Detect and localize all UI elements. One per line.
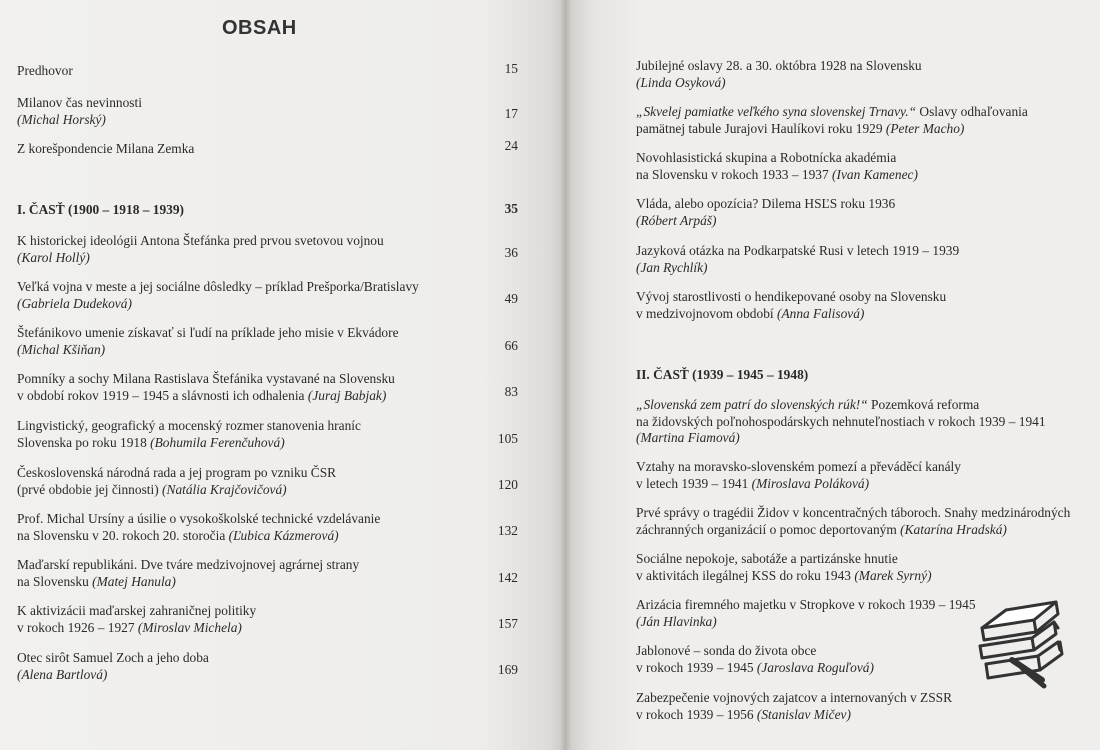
toc-entry-author: (Miroslav Michela): [137, 619, 242, 635]
toc-entry[interactable]: [636, 104, 1076, 137]
toc-entry-title: Sociálne nepokoje, sabotáže a partizánske hnutie: [636, 551, 898, 566]
toc-entry[interactable]: [636, 459, 1076, 492]
toc-entry-title: záchranných organizácií o pomoc deportovaným: [636, 521, 897, 537]
toc-entry-quote: „Slovenská zem patrí do slovenských rúk!“: [636, 397, 868, 412]
toc-entry-title: pamätnej tabule Jurajovi Haulíkovi roku 1929: [636, 120, 883, 136]
toc-entry-author: (Jaroslava Roguľová): [756, 659, 874, 675]
toc-entry-author: (Matej Hanula): [92, 573, 176, 589]
toc-entry-author: (Ľubica Kázmerová): [228, 527, 339, 543]
toc-entry-title: Lingvistický, geografický a mocenský rozmer stanovenia hraníc: [17, 418, 361, 433]
toc-entry-line: [17, 233, 487, 250]
toc-entry-line: [636, 568, 1076, 585]
toc-entry-line: [636, 459, 1076, 476]
toc-entry-title: Jablonové – sonda do života obce: [636, 643, 817, 658]
toc-entry-author: (Michal Kšiňan): [17, 341, 106, 357]
toc-entry-title: Československá národná rada a jej program po vzniku ČSR: [17, 465, 337, 480]
section-page-number: 35: [504, 201, 518, 216]
toc-entry[interactable]: [636, 505, 1076, 538]
toc-entry[interactable]: [17, 233, 487, 266]
toc-entry-title: K historickej ideológii Antona Štefánka pred prvou svetovou vojnou: [17, 233, 384, 248]
toc-entry-author: (Juraj Babjak): [307, 387, 387, 403]
toc-entry-line: [636, 167, 1076, 184]
toc-entry-title: Vztahy na moravsko-slovenském pomezí a převáděcí kanály: [636, 459, 961, 474]
toc-entry-title: Oslavy odhaľovania: [916, 104, 1028, 119]
toc-entry-line: [17, 528, 487, 545]
toc-entry-title: v rokoch 1926 – 1927: [17, 619, 135, 635]
toc-entry-title: Novohlasistická skupina a Robotnícka akadémia: [636, 150, 897, 165]
toc-entry-author: (Karol Hollý): [17, 249, 90, 265]
toc-entry-title: Milanov čas nevinnosti: [17, 95, 142, 110]
toc-entry[interactable]: [17, 418, 487, 451]
toc-entry-author: (Peter Macho): [885, 120, 965, 136]
toc-entry-line: [636, 306, 1076, 323]
toc-entry-author: (Katarína Hradská): [900, 521, 1007, 537]
section-heading: I. ČASŤ (1900 – 1918 – 1939): [17, 202, 185, 217]
toc-entry-line: [17, 418, 487, 435]
toc-entry-title: Otec sirôt Samuel Zoch a jeho doba: [17, 650, 209, 665]
toc-entry-line: [636, 522, 1076, 539]
toc-entry-line: [17, 435, 487, 452]
toc-entry-title: Vývoj starostlivosti o hendikepované osoby na Slovensku: [636, 289, 947, 304]
toc-entry-line: [17, 63, 487, 80]
book-stack-icon: [972, 598, 1064, 690]
toc-page-number: 66: [504, 338, 518, 353]
toc-entry-line: [636, 414, 1076, 431]
toc-entry-title: Maďarskí republikáni. Dve tváre medzivojnovej agrárnej strany: [17, 557, 360, 572]
toc-entry[interactable]: [636, 243, 1076, 276]
toc-entry-title: v období rokov 1919 – 1945 a slávnosti ich odhalenia: [17, 387, 305, 403]
toc-entry-line: [636, 121, 1076, 138]
toc-entry-author: (Anna Falisová): [776, 305, 865, 321]
toc-entry-title: Jazyková otázka na Podkarpatské Rusi v letech 1919 – 1939: [636, 243, 960, 258]
toc-page-number: 83: [504, 384, 518, 399]
toc-entry[interactable]: [636, 690, 1076, 723]
toc-entry-author: (Ivan Kamenec): [832, 166, 918, 182]
toc-entry[interactable]: [636, 551, 1076, 584]
toc-page-number: 169: [497, 662, 518, 677]
toc-entry-line: [17, 95, 487, 112]
toc-entry-line: [636, 505, 1076, 522]
toc-page-number: 120: [497, 477, 518, 492]
toc-entry-author: (Ján Hlavinka): [636, 613, 717, 629]
toc-entry-author: (Alena Bartlová): [17, 666, 108, 682]
toc-entry-author: (Bohumila Ferenčuhová): [150, 434, 285, 450]
toc-entry-author: (Michal Horský): [17, 111, 106, 127]
toc-entry-title: na Slovensku: [17, 573, 89, 589]
toc-page-number: 36: [504, 245, 518, 260]
toc-entry-line: [17, 465, 487, 482]
toc-entry-author: (Jan Rychlík): [636, 259, 708, 275]
toc-page-number: 49: [504, 291, 518, 306]
toc-entry-line: [17, 141, 487, 158]
toc-entry-line: [636, 551, 1076, 568]
toc-entry-line: [17, 620, 487, 637]
toc-entry-line: [636, 104, 1076, 121]
toc-entry-title: Veľká vojna v meste a jej sociálne dôsledky – príklad Prešporka/Bratislavy: [17, 279, 419, 294]
toc-entry-line: [17, 371, 487, 388]
toc-entry-line: [17, 279, 487, 296]
toc-entry[interactable]: [636, 397, 1076, 447]
toc-entry-line: [17, 325, 487, 342]
toc-entry-line: [17, 482, 487, 499]
book-gutter: [560, 0, 572, 750]
toc-entry-line: [17, 557, 487, 574]
toc-entry[interactable]: [17, 650, 487, 683]
toc-entry-line: [636, 476, 1076, 493]
toc-entry[interactable]: [17, 557, 487, 590]
toc-entry-line: [17, 511, 487, 528]
toc-entry-title: Jubilejné oslavy 28. a 30. októbra 1928 na Slovensku: [636, 58, 922, 73]
toc-page-number: 132: [497, 523, 518, 538]
toc-entry-author: (Gabriela Dudeková): [17, 295, 132, 311]
toc-entry-title: v letech 1939 – 1941: [636, 475, 749, 491]
toc-entry-title: K aktivizácii maďarskej zahraničnej politiky: [17, 603, 257, 618]
toc-entry-line: [636, 289, 1076, 306]
toc-entry-title: Slovenska po roku 1918: [17, 434, 147, 450]
toc-entry-title: Z korešpondencie Milana Zemka: [17, 141, 195, 156]
toc-page-number: 24: [504, 138, 518, 153]
toc-entry[interactable]: [636, 58, 1076, 91]
toc-entry-author: (Martina Fiamová): [636, 430, 740, 445]
toc-entry-line: [17, 603, 487, 620]
toc-entry-line: [636, 707, 1076, 724]
toc-entry[interactable]: [636, 196, 1076, 229]
toc-entry-title: Pozemková reforma: [867, 397, 980, 412]
toc-entry[interactable]: [17, 279, 487, 312]
toc-entry[interactable]: [17, 325, 487, 358]
toc-entry-title: na Slovensku v 20. rokoch 20. storočia: [17, 527, 226, 543]
toc-entry-title: Pomníky a sochy Milana Rastislava Štefánika vystavané na Slovensku: [17, 371, 395, 386]
toc-entry-line: [17, 574, 487, 591]
toc-page-number: 15: [504, 61, 518, 76]
toc-entry-title: Predhovor: [17, 63, 73, 78]
toc-entry[interactable]: [636, 150, 1076, 183]
toc-entry-line: [636, 397, 1076, 414]
toc-entry[interactable]: [636, 289, 1076, 322]
toc-entry-line: [636, 196, 1076, 213]
toc-entry-line: [636, 150, 1076, 167]
section-heading: II. ČASŤ (1939 – 1945 – 1948): [636, 367, 809, 382]
toc-entry-title: Vláda, alebo opozícia? Dilema HSĽS roku 1936: [636, 196, 896, 211]
toc-entry[interactable]: [17, 141, 487, 158]
toc-entry-author: (Stanislav Mičev): [756, 706, 851, 722]
toc-entry-title: (prvé obdobie jej činnosti): [17, 481, 159, 497]
toc-page-number: 105: [497, 431, 518, 446]
toc-entry-author: (Róbert Arpáš): [636, 212, 717, 228]
toc-entry-title: Štefánikovo umenie získavať si ľudí na príklade jeho misie v Ekvádore: [17, 325, 399, 340]
toc-entry[interactable]: [17, 603, 487, 636]
toc-entry-quote: „Skvelej pamiatke veľkého syna slovenskej Trnavy.“: [636, 104, 917, 119]
toc-entry-title: Zabezpečenie vojnových zajatcov a internovaných v ZSSR: [636, 690, 953, 705]
toc-entry-title: v medzivojnovom období: [636, 305, 774, 321]
toc-entry-title: v aktivitách ilegálnej KSS do roku 1943: [636, 567, 851, 583]
toc-entry-title: Arizácia firemného majetku v Stropkove v rokoch 1939 – 1945: [636, 597, 976, 612]
toc-entry-author: (Linda Osyková): [636, 74, 726, 90]
toc-entry-title: na Slovensku v rokoch 1933 – 1937: [636, 166, 829, 182]
toc-entry-line: [636, 690, 1076, 707]
toc-page-number: 142: [497, 570, 518, 585]
toc-entry-line: [17, 650, 487, 667]
toc-entry-title: v rokoch 1939 – 1945: [636, 659, 754, 675]
toc-page-number: 17: [504, 106, 518, 121]
toc-entry-title: na židovských poľnohospodárskych nehnuteľnostiach v rokoch 1939 – 1941: [636, 413, 1046, 429]
toc-entry-title: Prof. Michal Ursíny a úsilie o vysokoškolské technické vzdelávanie: [17, 511, 381, 526]
toc-entry-line: [636, 243, 1076, 260]
toc-entry-line: [636, 58, 1076, 75]
toc-entry[interactable]: [17, 511, 487, 544]
toc-entry-title: v rokoch 1939 – 1956: [636, 706, 754, 722]
toc-entry-author: (Natália Krajčovičová): [162, 481, 287, 497]
page-title: OBSAH: [222, 17, 297, 39]
toc-entry-line: [17, 388, 487, 405]
toc-entry-title: Prvé správy o tragédii Židov v koncentračných táboroch. Snahy medzinárodných: [636, 505, 1071, 520]
toc-entry-author: (Marek Syrný): [854, 567, 932, 583]
toc-entry[interactable]: [17, 95, 487, 128]
toc-entry[interactable]: [17, 63, 487, 80]
toc-page-number: 157: [497, 616, 518, 631]
toc-entry[interactable]: [17, 371, 487, 404]
toc-entry[interactable]: [17, 465, 487, 498]
toc-entry-author: (Miroslava Poláková): [751, 475, 870, 491]
